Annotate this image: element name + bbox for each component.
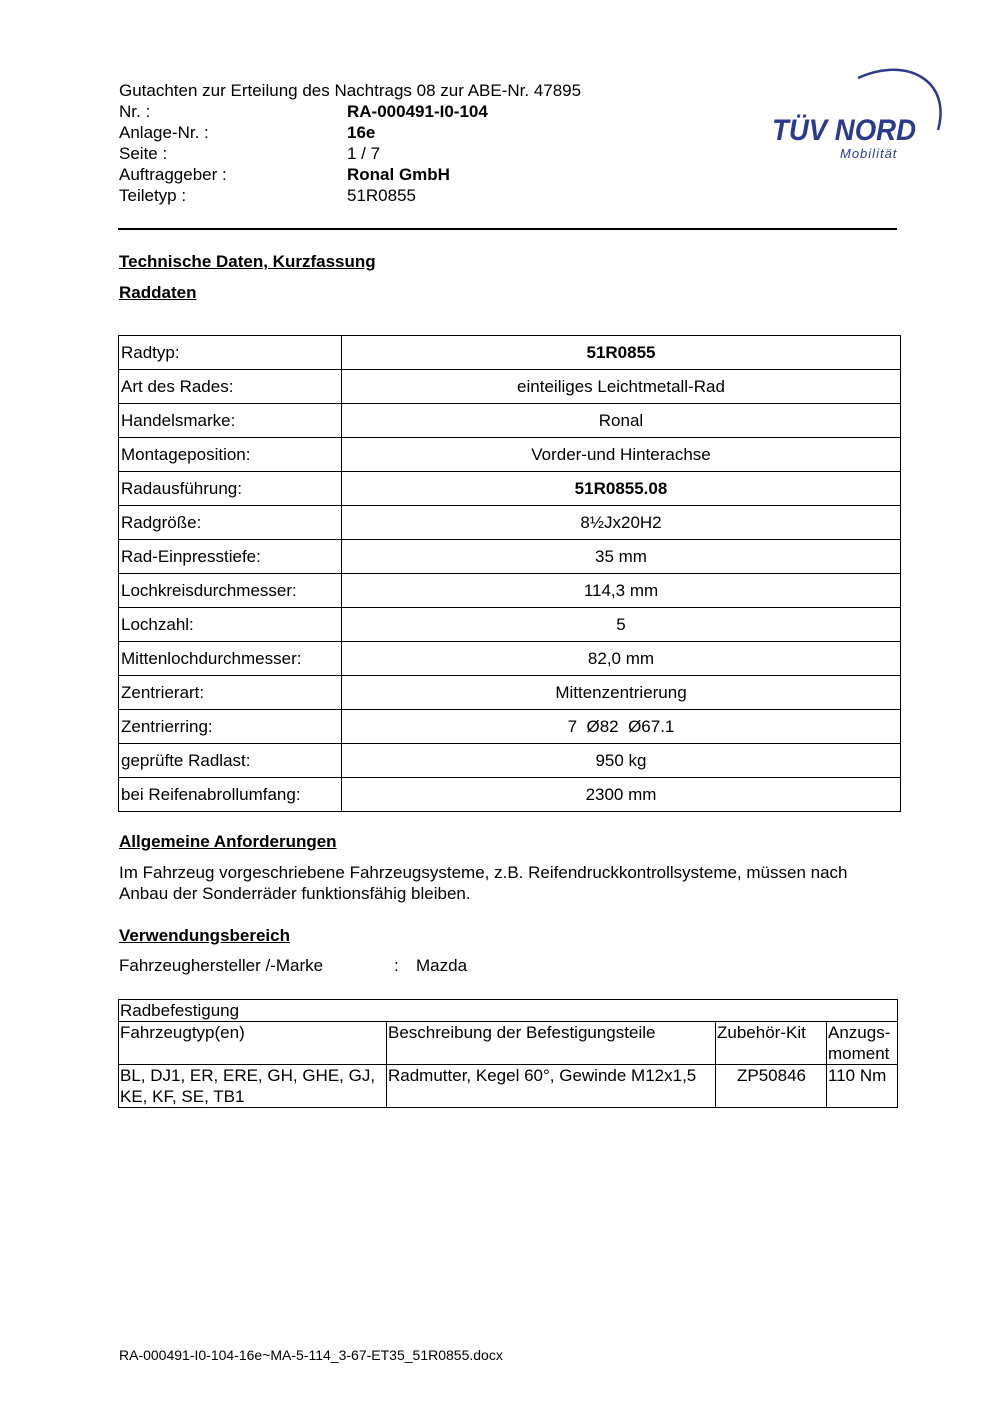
section-title-technische-daten: Technische Daten, Kurzfassung — [119, 252, 376, 271]
table-row — [119, 574, 901, 608]
table-cell: BL, DJ1, ER, ERE, GH, GHE, GJ, KE, KF, SE, TB1 — [119, 1065, 387, 1108]
tuv-nord-logo — [766, 60, 946, 170]
table-cell: 110 Nm — [827, 1065, 898, 1108]
table-row — [119, 744, 901, 778]
row-label: Handelsmarke: — [119, 404, 342, 438]
header-value: 51R0855 — [347, 186, 417, 205]
row-value: 5 — [342, 608, 901, 642]
row-value: Mittenzentrierung — [342, 676, 901, 710]
table-row — [119, 404, 901, 438]
row-label: Zentrierring: — [119, 710, 342, 744]
allgemeine-anforderungen-text: Im Fahrzeug vorgeschriebene Fahrzeugsysteme, z.B. Reifendruckkontrollsysteme, müssen nach Anbau der Sonderräder funktionsfähig bleiben. — [119, 863, 848, 903]
header-row-seite — [119, 143, 581, 164]
raddaten-table — [118, 335, 901, 812]
header-label: Seite : — [119, 144, 168, 163]
column-header: Anzugs- moment — [827, 1022, 898, 1065]
svg-text:Mobilität: Mobilität — [840, 146, 898, 161]
row-value: 2300 mm — [342, 778, 901, 812]
svg-text:TÜV NORD: TÜV NORD — [772, 114, 916, 147]
row-value: 51R0855.08 — [342, 472, 901, 506]
row-label: Zentrierart: — [119, 676, 342, 710]
header-value: RA-000491-I0-104 — [347, 102, 488, 121]
hersteller-colon: : — [394, 956, 399, 975]
footer-filename: RA-000491-I0-104-16e~MA-5-114_3-67-ET35_51R0855.docx — [119, 1347, 503, 1363]
row-value: 950 kg — [342, 744, 901, 778]
hersteller-label: Fahrzeughersteller /-Marke — [119, 956, 324, 975]
row-value: 114,3 mm — [342, 574, 901, 608]
section-title-raddaten: Raddaten — [119, 283, 197, 302]
row-label: Mittenlochdurchmesser: — [119, 642, 342, 676]
row-value: 7 Ø82 Ø67.1 — [342, 710, 901, 744]
table-row — [119, 370, 901, 404]
radbefestigung-table — [118, 999, 898, 1108]
header-row-anlage — [119, 122, 581, 143]
table-row — [119, 778, 901, 812]
header-value: 16e — [347, 123, 376, 142]
column-header: Beschreibung der Befestigungsteile — [387, 1022, 716, 1065]
header-label: Anlage-Nr. : — [119, 123, 209, 142]
table-header-row — [119, 1022, 898, 1065]
row-value: 82,0 mm — [342, 642, 901, 676]
row-label: Radgröße: — [119, 506, 342, 540]
header-label: Auftraggeber : — [119, 165, 227, 184]
column-header: Zubehör-Kit — [716, 1022, 827, 1065]
header-title: Gutachten zur Erteilung des Nachtrags 08 zur ABE-Nr. 47895 — [119, 81, 582, 100]
row-value: einteiliges Leichtmetall-Rad — [342, 370, 901, 404]
table-row — [119, 676, 901, 710]
table-cell: ZP50846 — [716, 1065, 827, 1108]
header-value: 1 / 7 — [347, 144, 381, 163]
row-value: Vorder-und Hinterachse — [342, 438, 901, 472]
row-label: Art des Rades: — [119, 370, 342, 404]
header-label: Nr. : — [119, 102, 151, 121]
row-label: Radausführung: — [119, 472, 342, 506]
header-value: Ronal GmbH — [347, 165, 450, 184]
table-title: Radbefestigung — [119, 1000, 898, 1022]
row-value: 8½Jx20H2 — [342, 506, 901, 540]
table-row — [119, 710, 901, 744]
table-row — [119, 1065, 898, 1108]
row-label: Montageposition: — [119, 438, 342, 472]
table-row — [119, 540, 901, 574]
row-label: Radtyp: — [119, 336, 342, 370]
document-header — [119, 80, 581, 206]
table-row — [119, 472, 901, 506]
row-label: geprüfte Radlast: — [119, 744, 342, 778]
table-title-row — [119, 1000, 898, 1022]
section-title-verwendungsbereich: Verwendungsbereich — [119, 926, 290, 945]
row-label: Lochkreisdurchmesser: — [119, 574, 342, 608]
hersteller-value: Mazda — [416, 956, 468, 975]
header-row-nr — [119, 101, 581, 122]
section-title-allgemeine-anforderungen: Allgemeine Anforderungen — [119, 832, 337, 851]
table-row — [119, 336, 901, 370]
column-header: Fahrzeugtyp(en) — [119, 1022, 387, 1065]
header-divider — [118, 228, 897, 230]
table-row — [119, 608, 901, 642]
table-cell: Radmutter, Kegel 60°, Gewinde M12x1,5 — [387, 1065, 716, 1108]
row-value: 51R0855 — [342, 336, 901, 370]
fahrzeughersteller-line — [119, 956, 467, 976]
table-row — [119, 642, 901, 676]
row-label: Rad-Einpresstiefe: — [119, 540, 342, 574]
header-row-auftraggeber — [119, 164, 581, 185]
header-row-teiletyp — [119, 185, 581, 206]
header-label: Teiletyp : — [119, 186, 187, 205]
table-row — [119, 438, 901, 472]
row-label: Lochzahl: — [119, 608, 342, 642]
row-value: Ronal — [342, 404, 901, 438]
row-label: bei Reifenabrollumfang: — [119, 778, 342, 812]
row-value: 35 mm — [342, 540, 901, 574]
table-row — [119, 506, 901, 540]
